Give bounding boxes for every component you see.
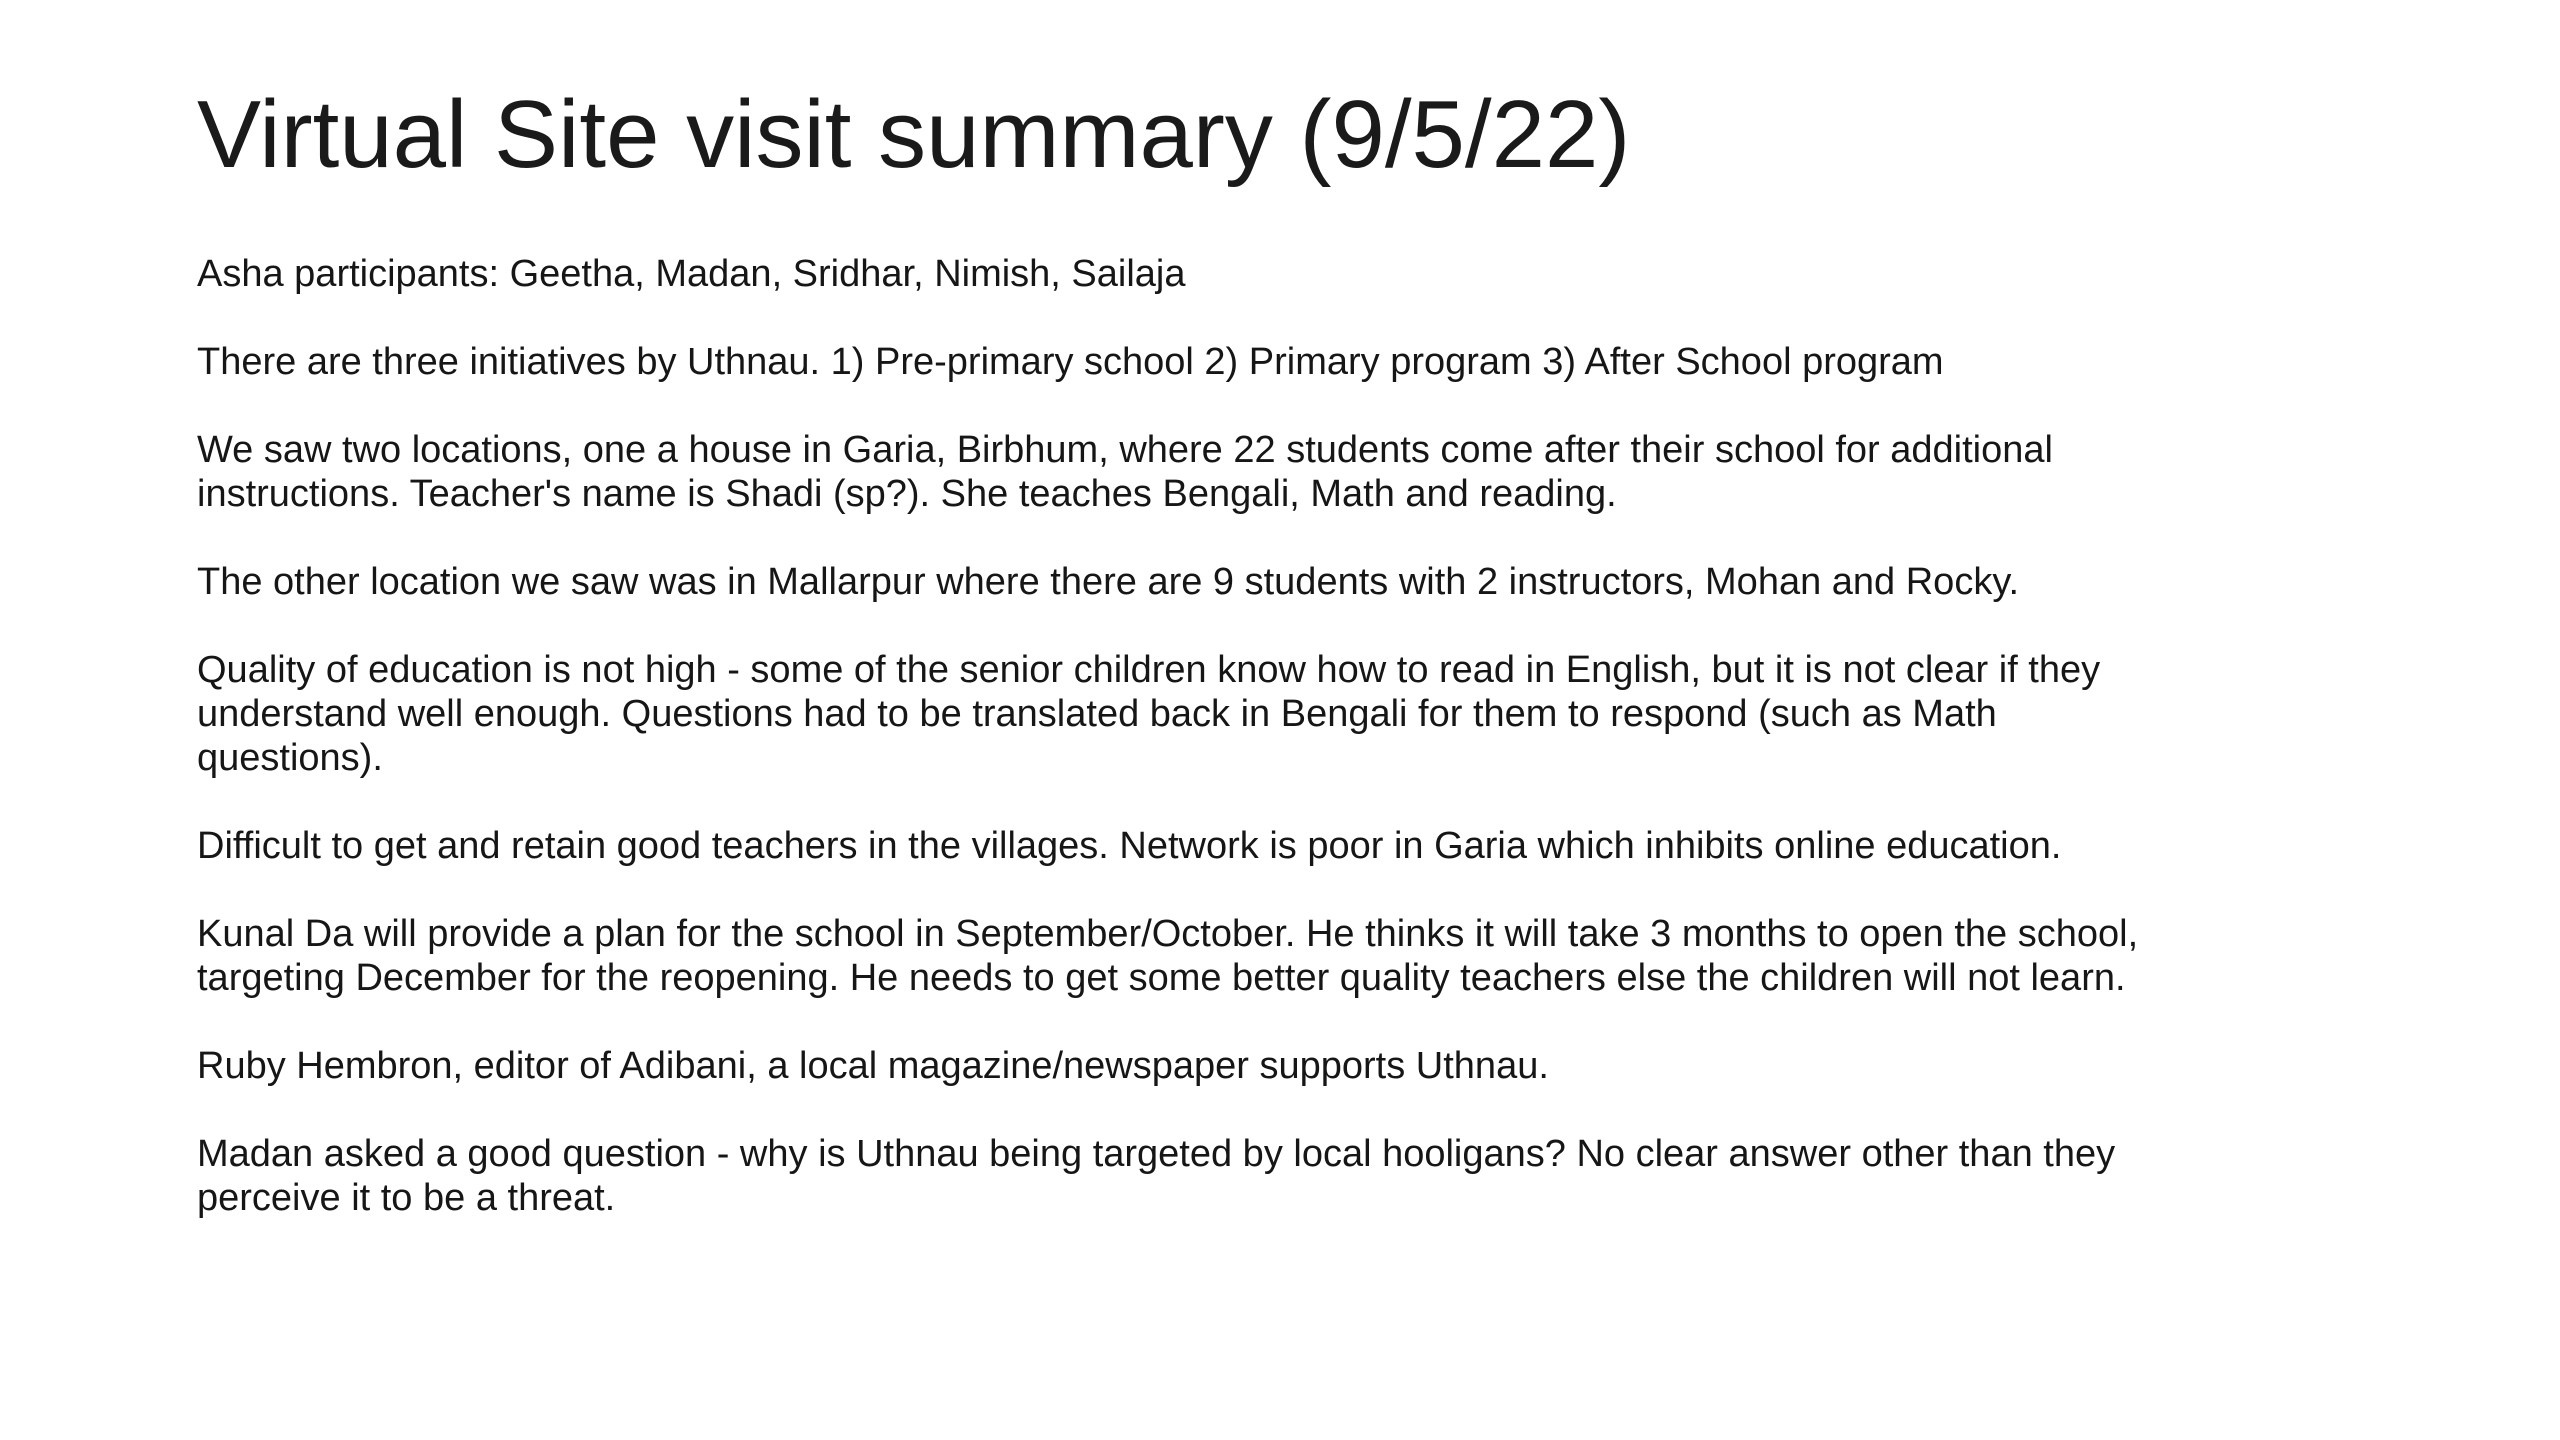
paragraph-line: Ruby Hembron, editor of Adibani, a local magazine/newspaper supports Uthnau. bbox=[197, 1045, 1549, 1087]
paragraph-line: perceive it to be a threat. bbox=[197, 1177, 616, 1219]
paragraph-line: questions). bbox=[197, 737, 383, 779]
paragraph-question bbox=[197, 1132, 2397, 1220]
paragraph-initiatives bbox=[197, 340, 2397, 384]
slide-title: Virtual Site visit summary (9/5/22) bbox=[197, 81, 1631, 188]
paragraph-line: Kunal Da will provide a plan for the school in September/October. He thinks it will take 3 months to open the school, bbox=[197, 913, 2139, 955]
paragraph-participants bbox=[197, 252, 2397, 296]
paragraph-line: The other location we saw was in Mallarpur where there are 9 students with 2 instructors, Mohan and Rocky. bbox=[197, 561, 2020, 603]
paragraph-quality bbox=[197, 648, 2397, 780]
paragraph-teachers bbox=[197, 824, 2397, 868]
paragraph-other-location bbox=[197, 560, 2397, 604]
paragraph-line: targeting December for the reopening. He needs to get some better quality teachers else the children will not learn. bbox=[197, 957, 2126, 999]
paragraph-locations bbox=[197, 428, 2397, 516]
slide-body bbox=[197, 252, 2397, 1264]
paragraph-line: instructions. Teacher's name is Shadi (sp?). She teaches Bengali, Math and reading. bbox=[197, 473, 1617, 515]
paragraph-plan bbox=[197, 912, 2397, 1000]
paragraph-line: We saw two locations, one a house in Garia, Birbhum, where 22 students come after their school for additional bbox=[197, 429, 2053, 471]
paragraph-line: There are three initiatives by Uthnau. 1) Pre-primary school 2) Primary program 3) After School program bbox=[197, 341, 1944, 383]
paragraph-supporter bbox=[197, 1044, 2397, 1088]
paragraph-line: understand well enough. Questions had to be translated back in Bengali for them to respond (such as Math bbox=[197, 693, 1997, 735]
paragraph-line: Asha participants: Geetha, Madan, Sridhar, Nimish, Sailaja bbox=[197, 253, 1186, 295]
paragraph-line: Madan asked a good question - why is Uthnau being targeted by local hooligans? No clear answer other than they bbox=[197, 1133, 2116, 1175]
paragraph-line: Difficult to get and retain good teachers in the villages. Network is poor in Garia which inhibits online education. bbox=[197, 825, 2062, 867]
paragraph-line: Quality of education is not high - some of the senior children know how to read in English, but it is not clear if they bbox=[197, 649, 2101, 691]
